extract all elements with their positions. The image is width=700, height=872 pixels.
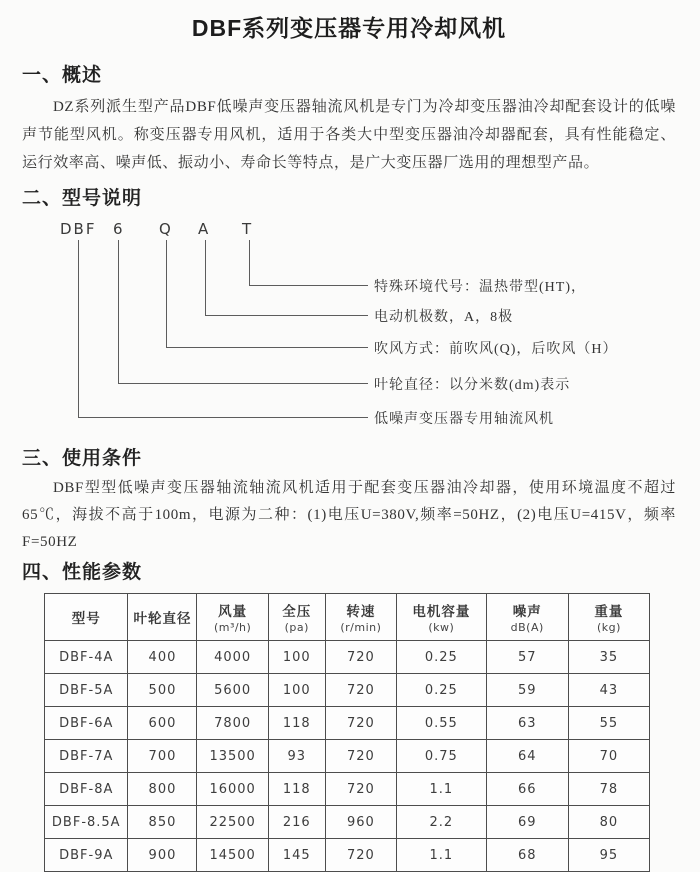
section-heading-overview: 一、概述 bbox=[22, 65, 103, 86]
table-cell: 118 bbox=[268, 707, 325, 740]
table-cell: 400 bbox=[128, 641, 197, 674]
table-cell: 720 bbox=[325, 839, 396, 872]
column-header: 叶轮直径 bbox=[128, 594, 197, 641]
table-cell: 14500 bbox=[197, 839, 268, 872]
table-cell: 960 bbox=[325, 806, 396, 839]
table-cell: 0.75 bbox=[397, 740, 487, 773]
table-cell: 13500 bbox=[197, 740, 268, 773]
table-cell: 7800 bbox=[197, 707, 268, 740]
model-code-part-env: T bbox=[242, 220, 254, 238]
table-cell: 35 bbox=[568, 641, 649, 674]
table-cell: 600 bbox=[128, 707, 197, 740]
table-cell: 850 bbox=[128, 806, 197, 839]
table-cell: 4000 bbox=[197, 641, 268, 674]
table-cell: 69 bbox=[486, 806, 568, 839]
column-header: 重量 (kg) bbox=[568, 594, 649, 641]
branch-label-env: 特殊环境代号：温热带型(HT)， bbox=[374, 280, 586, 295]
table-cell: 145 bbox=[268, 839, 325, 872]
table-cell: 118 bbox=[268, 773, 325, 806]
table-cell: 216 bbox=[268, 806, 325, 839]
column-header: 型号 bbox=[45, 594, 128, 641]
table-cell: 22500 bbox=[197, 806, 268, 839]
table-cell: 1.1 bbox=[397, 773, 487, 806]
model-code-part-poles: A bbox=[198, 220, 211, 238]
model-code-part-blow: Q bbox=[159, 220, 173, 238]
table-cell: 0.25 bbox=[397, 641, 487, 674]
table-cell: 0.25 bbox=[397, 674, 487, 707]
page-title: DBF系列变压器专用冷却风机 bbox=[191, 15, 507, 41]
table-cell: 16000 bbox=[197, 773, 268, 806]
table-cell: DBF-4A bbox=[45, 641, 128, 674]
table-cell: 720 bbox=[325, 707, 396, 740]
table-cell: 70 bbox=[568, 740, 649, 773]
table-cell: DBF-8A bbox=[45, 773, 128, 806]
column-header: 风量 (m³/h) bbox=[197, 594, 268, 641]
table-cell: DBF-8.5A bbox=[45, 806, 128, 839]
model-code-diagram bbox=[22, 218, 676, 434]
conditions-paragraph: DBF型型低噪声变压器轴流轴流风机适用于配套变压器油冷却器，使用环境温度不超过65℃，海拔不高于100m，电源为二种：(1)电压U=380V,频率=50HZ，(2)电压U=415V，频率F=50HZ bbox=[22, 480, 676, 550]
table-cell: 78 bbox=[568, 773, 649, 806]
table-cell: 720 bbox=[325, 773, 396, 806]
table-row bbox=[45, 641, 650, 674]
table-row bbox=[45, 707, 650, 740]
table-cell: 1.1 bbox=[397, 839, 487, 872]
table-cell: 720 bbox=[325, 674, 396, 707]
table-row bbox=[45, 674, 650, 707]
overview-paragraph: DZ系列派生型产品DBF低噪声变压器轴流风机是专门为冷却变压器油冷却配套设计的低噪声节能型风机。称变压器专用风机，适用于各类大中型变压器油冷却器配套，具有性能稳定、运行效率高、噪声低、振动小、寿命长等特点，是广大变压器厂选用的理想型产品。 bbox=[22, 99, 676, 171]
column-header: 噪声 dB(A) bbox=[486, 594, 568, 641]
table-cell: DBF-5A bbox=[45, 674, 128, 707]
table-cell: 700 bbox=[128, 740, 197, 773]
table-cell: 720 bbox=[325, 740, 396, 773]
branch-label-series: 低噪声变压器专用轴流风机 bbox=[374, 412, 554, 427]
table-row bbox=[45, 773, 650, 806]
section-heading-model: 二、型号说明 bbox=[22, 188, 143, 209]
column-header: 全压 (pa) bbox=[268, 594, 325, 641]
section-heading-conditions: 三、使用条件 bbox=[22, 448, 143, 469]
column-header: 转速 (r/min) bbox=[325, 594, 396, 641]
table-cell: DBF-6A bbox=[45, 707, 128, 740]
branch-label-poles: 电动机极数，A，8极 bbox=[374, 310, 514, 325]
table-cell: 57 bbox=[486, 641, 568, 674]
table-cell: 93 bbox=[268, 740, 325, 773]
table-header-row bbox=[45, 594, 650, 641]
table-cell: 5600 bbox=[197, 674, 268, 707]
performance-table-body bbox=[45, 641, 650, 872]
table-cell: 43 bbox=[568, 674, 649, 707]
model-code-part-dbf: DBF bbox=[60, 220, 97, 238]
table-cell: 55 bbox=[568, 707, 649, 740]
table-cell: 59 bbox=[486, 674, 568, 707]
table-cell: DBF-9A bbox=[45, 839, 128, 872]
table-cell: 2.2 bbox=[397, 806, 487, 839]
table-cell: 0.55 bbox=[397, 707, 487, 740]
branch-label-blow: 吹风方式：前吹风(Q)，后吹风（H） bbox=[374, 342, 618, 357]
table-cell: 500 bbox=[128, 674, 197, 707]
table-cell: 100 bbox=[268, 641, 325, 674]
table-cell: 100 bbox=[268, 674, 325, 707]
model-code-part-diameter: 6 bbox=[113, 220, 125, 238]
table-cell: 800 bbox=[128, 773, 197, 806]
table-row bbox=[45, 740, 650, 773]
diagram-branch-line bbox=[78, 240, 368, 418]
table-cell: 68 bbox=[486, 839, 568, 872]
table-cell: 900 bbox=[128, 839, 197, 872]
table-cell: 66 bbox=[486, 773, 568, 806]
table-cell: DBF-7A bbox=[45, 740, 128, 773]
table-cell: 95 bbox=[568, 839, 649, 872]
column-header: 电机容量 (kw) bbox=[397, 594, 487, 641]
section-heading-performance: 四、性能参数 bbox=[22, 562, 143, 583]
table-cell: 720 bbox=[325, 641, 396, 674]
table-cell: 80 bbox=[568, 806, 649, 839]
performance-table bbox=[44, 593, 650, 872]
table-cell: 64 bbox=[486, 740, 568, 773]
table-row bbox=[45, 806, 650, 839]
branch-label-diameter: 叶轮直径：以分米数(dm)表示 bbox=[374, 378, 571, 393]
table-cell: 63 bbox=[486, 707, 568, 740]
